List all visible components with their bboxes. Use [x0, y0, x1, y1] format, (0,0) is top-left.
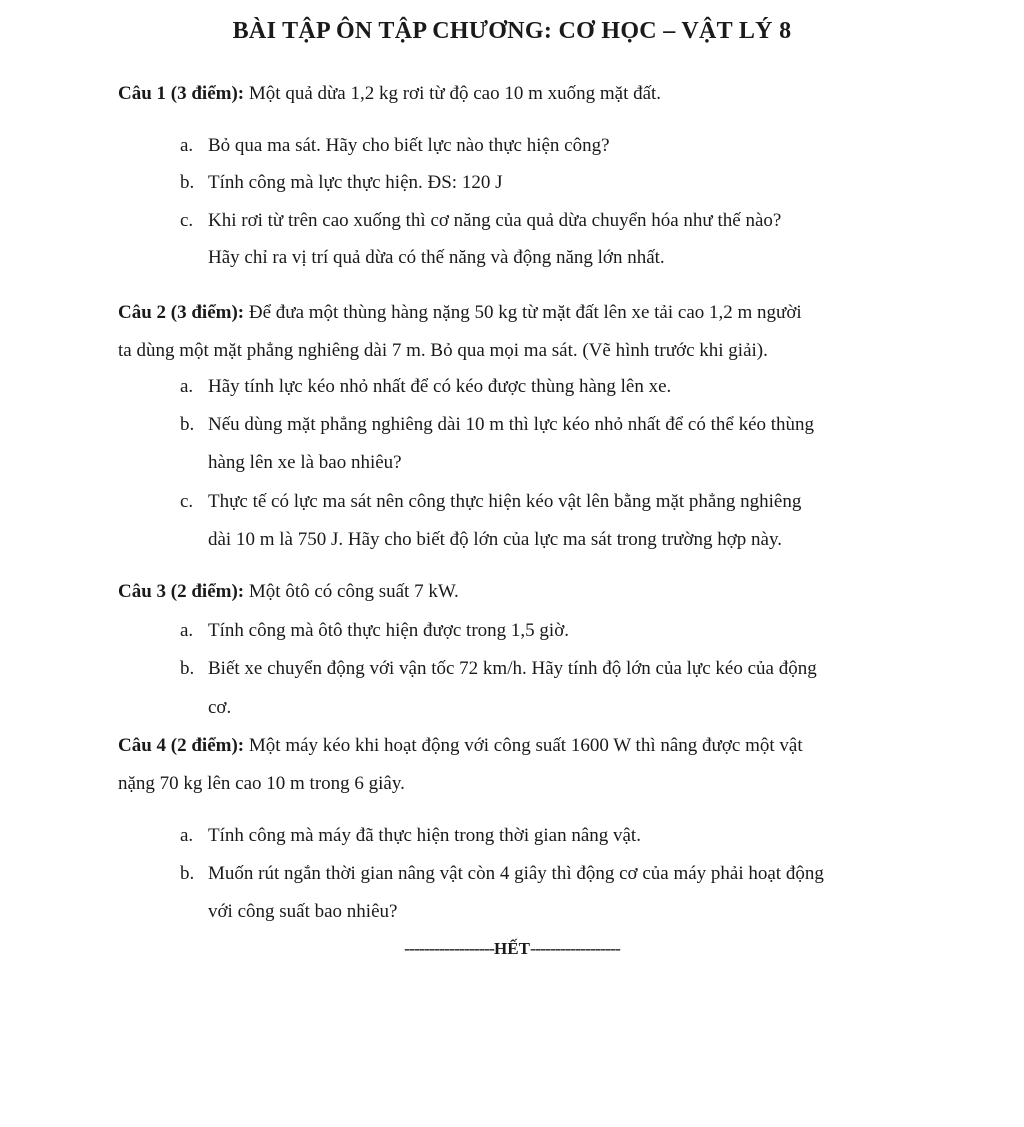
- question-4-intro-text: Một máy kéo khi hoạt động với công suất 1600 W thì nâng được một vật: [244, 735, 803, 756]
- question-2-item-b-line-2: hàng lên xe là bao nhiêu?: [208, 452, 402, 473]
- end-dashes-right: ------------------: [529, 938, 620, 958]
- question-4-item-b: [180, 862, 824, 886]
- question-1-item-a: [180, 134, 610, 158]
- end-marker: [0, 938, 1024, 959]
- question-1-intro-text: Một quả dừa 1,2 kg rơi từ độ cao 10 m xuống mặt đất.: [244, 83, 662, 104]
- item-text: Tính công mà ôtô thực hiện được trong 1,5 giờ.: [208, 620, 569, 641]
- question-4-heading: Câu 4 (2 điểm):: [118, 735, 245, 756]
- item-text: Hãy tính lực kéo nhỏ nhất để có kéo được thùng hàng lên xe.: [208, 376, 672, 397]
- question-4-intro-line-1: [118, 734, 803, 758]
- item-text: Tính công mà lực thực hiện. ĐS: 120 J: [208, 172, 503, 193]
- question-2-intro-line-1: [118, 301, 802, 325]
- item-label: b.: [180, 172, 195, 193]
- question-1-heading: Câu 1 (3 điểm):: [118, 83, 245, 104]
- item-text: Thực tế có lực ma sát nên công thực hiện kéo vật lên bằng mặt phẳng nghiêng: [208, 491, 802, 512]
- question-3-heading: Câu 3 (2 điểm):: [118, 581, 245, 602]
- item-text: Muốn rút ngắn thời gian nâng vật còn 4 giây thì động cơ của máy phải hoạt động: [208, 863, 824, 884]
- question-3-item-b-line-2: cơ.: [208, 697, 232, 718]
- item-label: a.: [180, 376, 194, 397]
- question-2-intro-text: Để đưa một thùng hàng nặng 50 kg từ mặt đất lên xe tải cao 1,2 m người: [244, 302, 802, 323]
- item-label: a.: [180, 620, 194, 641]
- end-dashes-left: ------------------: [404, 938, 495, 958]
- item-label: a.: [180, 825, 194, 846]
- question-2-heading: Câu 2 (3 điểm):: [118, 302, 245, 323]
- question-3-intro-text: Một ôtô có công suất 7 kW.: [244, 581, 459, 602]
- item-label: c.: [180, 491, 194, 512]
- question-2-item-a: [180, 375, 671, 399]
- question-3-intro-line-1: [118, 580, 459, 604]
- item-text: Khi rơi từ trên cao xuống thì cơ năng của quả dừa chuyển hóa như thế nào?: [208, 210, 782, 231]
- question-4-intro-line-2: nặng 70 kg lên cao 10 m trong 6 giây.: [118, 773, 405, 794]
- item-label: c.: [180, 210, 194, 231]
- item-label: b.: [180, 414, 195, 435]
- question-1-item-b: [180, 171, 502, 195]
- item-text: Nếu dùng mặt phẳng nghiêng dài 10 m thì lực kéo nhỏ nhất để có thể kéo thùng: [208, 414, 815, 435]
- question-2-item-c-line-2: dài 10 m là 750 J. Hãy cho biết độ lớn của lực ma sát trong trường hợp này.: [208, 529, 782, 550]
- question-3-item-a: [180, 619, 569, 643]
- item-text: Biết xe chuyển động với vận tốc 72 km/h. Hãy tính độ lớn của lực kéo của động: [208, 658, 817, 679]
- item-label: b.: [180, 863, 195, 884]
- question-2-intro-line-2: ta dùng một mặt phẳng nghiêng dài 7 m. Bỏ qua mọi ma sát. (Vẽ hình trước khi giải).: [118, 340, 768, 361]
- question-1-item-c-line-2: Hãy chỉ ra vị trí quả dừa có thế năng và động năng lớn nhất.: [208, 247, 665, 268]
- question-1-intro-line-1: [118, 82, 661, 106]
- question-3-item-b: [180, 657, 817, 681]
- end-word: HẾT: [494, 939, 530, 958]
- question-4-item-a: [180, 824, 641, 848]
- item-label: a.: [180, 135, 194, 156]
- question-1-item-c: [180, 209, 781, 233]
- document-title: BÀI TẬP ÔN TẬP CHƯƠNG: CƠ HỌC – VẬT LÝ 8: [232, 18, 792, 44]
- question-4-item-b-line-2: với công suất bao nhiêu?: [208, 901, 398, 922]
- question-2-item-b: [180, 413, 814, 437]
- question-2-item-c: [180, 490, 801, 514]
- item-label: b.: [180, 658, 195, 679]
- item-text: Bỏ qua ma sát. Hãy cho biết lực nào thực hiện công?: [208, 135, 610, 156]
- item-text: Tính công mà máy đã thực hiện trong thời gian nâng vật.: [208, 825, 641, 846]
